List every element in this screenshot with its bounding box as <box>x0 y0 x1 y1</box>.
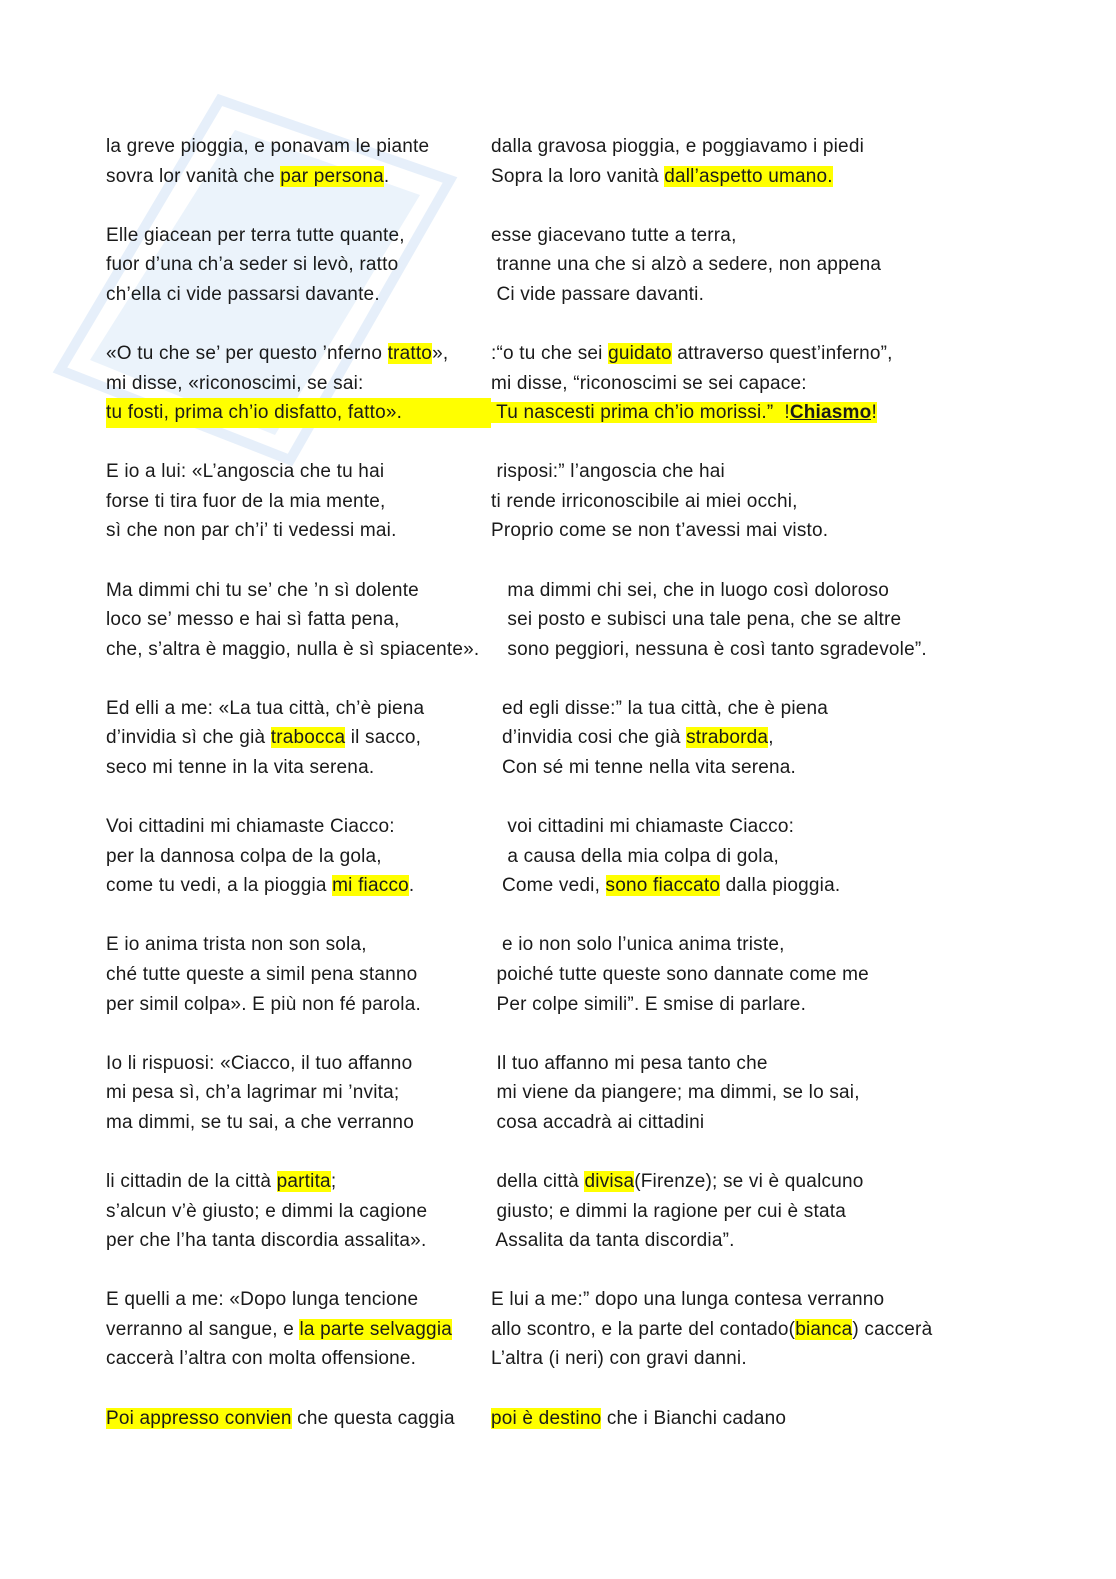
highlighted-text: partita <box>276 1170 331 1192</box>
right-verse-line <box>491 605 1091 635</box>
left-verse-line <box>106 605 476 635</box>
right-stanza <box>491 1285 1091 1374</box>
left-stanza <box>106 132 476 191</box>
verse-text: », <box>432 342 449 364</box>
verse-text: Io li rispuosi: «Ciacco, il tuo affanno <box>106 1052 413 1074</box>
right-stanza <box>491 694 1091 783</box>
verse-text: sovra lor vanità che <box>106 165 281 187</box>
left-verse-line <box>106 753 476 783</box>
highlighted-text: Tu nascesti prima ch’io morissi.” ! <box>491 402 790 424</box>
left-stanza <box>106 1404 476 1434</box>
left-verse-line <box>106 1167 476 1197</box>
right-verse-line <box>491 1226 1091 1256</box>
verse-text: per la dannosa colpa de la gola, <box>106 845 382 867</box>
right-verse-line <box>491 635 1091 665</box>
left-verse-line <box>106 871 476 901</box>
left-stanza <box>106 1285 476 1374</box>
verse-text: Per colpe simili”. E smise di parlare. <box>491 993 807 1015</box>
verse-text: poiché tutte queste sono dannate come me <box>491 963 869 985</box>
left-stanza <box>106 930 476 1019</box>
left-stanza <box>106 339 476 428</box>
right-verse-line <box>491 398 1091 428</box>
right-verse-line <box>491 516 1091 546</box>
verse-text: sono peggiori, nessuna è così tanto sgradevole”. <box>491 638 927 660</box>
left-verse-line <box>106 1285 476 1315</box>
highlighted-text: Poi appresso convien <box>106 1407 292 1429</box>
highlighted-text: tu fosti, prima ch’io disfatto, fatto». <box>106 398 491 428</box>
right-verse-line <box>491 280 1091 310</box>
verse-text: E lui a me:” dopo una lunga contesa verranno <box>491 1289 885 1311</box>
verse-text: . <box>383 165 390 187</box>
right-verse-line <box>491 1197 1091 1227</box>
left-verse-line <box>106 635 480 665</box>
verse-text: Ed elli a me: «La tua città, ch’è piena <box>106 697 425 719</box>
right-verse-line <box>491 1167 1091 1197</box>
verse-text: sì che non par ch’i’ ti vedessi mai. <box>106 520 397 542</box>
left-stanza <box>106 812 476 901</box>
right-stanza <box>491 457 1091 546</box>
verse-text: ti rende irriconoscibile ai miei occhi, <box>491 490 798 512</box>
verse-text: attraverso quest’inferno”, <box>671 342 893 364</box>
right-stanza <box>491 221 1091 310</box>
left-verse-line <box>106 1344 476 1374</box>
right-verse-line <box>491 250 1091 280</box>
verse-text: , <box>768 727 774 749</box>
right-verse-line <box>491 694 1091 724</box>
left-verse-line <box>106 694 476 724</box>
right-stanza <box>491 1404 1091 1434</box>
verse-text: per simil colpa». E più non fé parola. <box>106 993 421 1015</box>
left-verse-line <box>106 723 476 753</box>
left-verse-line <box>106 162 476 192</box>
highlighted-text: mi fiacco <box>332 875 409 897</box>
highlighted-text: par persona <box>280 165 384 187</box>
verse-text: Il tuo affanno mi pesa tanto che <box>491 1052 768 1074</box>
left-verse-line <box>106 250 476 280</box>
left-verse-line <box>106 1404 476 1434</box>
highlighted-text: sono fiaccato <box>605 875 721 897</box>
verse-text: la greve pioggia, e ponavam le piante <box>106 136 430 157</box>
right-verse-line <box>491 487 1091 517</box>
left-stanza <box>106 457 476 546</box>
left-verse-line <box>106 1078 476 1108</box>
verse-text: ; <box>330 1170 337 1192</box>
highlighted-text: la parte selvaggia <box>299 1318 453 1340</box>
left-verse-line <box>106 516 476 546</box>
verse-text: Ci vide passare davanti. <box>491 283 705 305</box>
highlighted-text: bianca <box>795 1318 853 1340</box>
verse-text: dalla pioggia. <box>720 875 841 897</box>
verse-text: esse giacevano tutte a terra, <box>491 224 737 246</box>
right-verse-line <box>491 1049 1091 1079</box>
verse-text: risposi:” l’angoscia che hai <box>491 461 725 483</box>
verse-text: d’invidia sì che già <box>106 727 271 749</box>
verse-text: ché tutte queste a simil pena stanno <box>106 963 418 985</box>
left-verse-line <box>106 930 476 960</box>
verse-text: Sopra la loro vanità <box>491 165 665 187</box>
right-verse-line <box>491 753 1091 783</box>
right-verse-line <box>491 723 1091 753</box>
right-verse-line <box>491 930 1091 960</box>
verse-text: d’invidia cosi che già <box>491 727 687 749</box>
verse-text: mi viene da piangere; ma dimmi, se lo sai, <box>491 1082 860 1104</box>
verse-text: tranne una che si alzò a sedere, non appena <box>491 254 882 276</box>
right-stanza <box>491 132 1091 191</box>
highlighted-text: guidato <box>608 342 672 364</box>
left-verse-line <box>106 280 476 310</box>
left-verse-line <box>106 1197 476 1227</box>
verse-text: fuor d’una ch’a seder si levò, ratto <box>106 254 399 276</box>
right-verse-line <box>491 162 1091 192</box>
verse-text: loco se’ messo e hai sì fatta pena, <box>106 609 400 631</box>
verse-text: che questa caggia <box>291 1407 455 1429</box>
highlighted-text: poi è destino <box>491 1407 602 1429</box>
verse-text: mi disse, “riconoscimi se sei capace: <box>491 372 807 394</box>
verse-text: Elle giacean per terra tutte quante, <box>106 224 405 246</box>
verse-text: :“o tu che sei <box>491 342 609 364</box>
verse-text: come tu vedi, a la pioggia <box>106 875 333 897</box>
highlighted-text: tratto <box>387 342 433 364</box>
right-verse-line <box>491 960 1091 990</box>
left-verse-line <box>106 1108 476 1138</box>
verse-text: E io a lui: «L’angoscia che tu hai <box>106 461 385 483</box>
verse-text: della città <box>491 1170 585 1192</box>
highlighted-text: trabocca <box>270 727 346 749</box>
verse-text: dalla gravosa pioggia, e poggiavamo i piedi <box>491 136 865 157</box>
left-verse-line <box>106 398 476 428</box>
right-verse-line <box>491 221 1091 251</box>
verse-text: seco mi tenne in la vita serena. <box>106 757 375 778</box>
right-stanza <box>491 1049 1091 1138</box>
verse-text: giusto; e dimmi la ragione per cui è stata <box>491 1200 846 1222</box>
verse-text: Con sé mi tenne nella vita serena. <box>491 757 797 778</box>
verse-text: Assalita da tanta discordia”. <box>491 1230 735 1252</box>
right-verse-line <box>491 132 1091 162</box>
right-verse-line <box>491 1285 1091 1315</box>
verse-text: . <box>408 875 415 897</box>
verse-text: cosa accadrà ai cittadini <box>491 1111 705 1133</box>
left-stanza <box>106 1049 476 1138</box>
left-verse-line <box>106 812 476 842</box>
right-verse-line <box>491 1344 1091 1374</box>
right-stanza <box>491 576 1091 665</box>
left-verse-line <box>106 990 476 1020</box>
verse-text: caccerà l’altra con molta offensione. <box>106 1348 417 1370</box>
right-verse-line <box>491 576 1091 606</box>
right-verse-line <box>491 339 1091 369</box>
right-verse-line <box>491 1315 1091 1345</box>
verse-text: sei posto e subisci una tale pena, che se altre <box>491 609 902 631</box>
verse-text: s’alcun v’è giusto; e dimmi la cagione <box>106 1200 428 1222</box>
verse-text: E io anima trista non son sola, <box>106 934 367 956</box>
verse-text: L’altra (i neri) con gravi danni. <box>491 1348 747 1370</box>
right-verse-line <box>491 1078 1091 1108</box>
left-verse-line <box>106 457 476 487</box>
right-stanza <box>491 1167 1091 1256</box>
original-text-column <box>106 132 480 1463</box>
right-verse-line <box>491 457 1091 487</box>
verse-text: Come vedi, <box>491 875 606 897</box>
verse-text: ma dimmi, se tu sai, a che verranno <box>106 1111 414 1133</box>
verse-text: che i Bianchi cadano <box>601 1407 787 1429</box>
verse-text: mi pesa sì, ch’a lagrimar mi ’nvita; <box>106 1082 400 1104</box>
left-stanza <box>106 694 476 783</box>
right-stanza <box>491 339 1091 428</box>
right-verse-line <box>491 1108 1091 1138</box>
right-stanza <box>491 812 1091 901</box>
translation-column <box>491 132 1091 1463</box>
verse-text: Ma dimmi chi tu se’ che ’n sì dolente <box>106 579 419 601</box>
verse-text: ed egli disse:” la tua città, che è piena <box>491 697 829 719</box>
verse-text: «O tu che se’ per questo ’nferno <box>106 342 388 364</box>
right-verse-line <box>491 990 1091 1020</box>
highlighted-text: Chiasmo <box>789 402 872 424</box>
highlighted-text: straborda <box>686 727 769 749</box>
verse-text: li cittadin de la città <box>106 1170 277 1192</box>
verse-text: Voi cittadini mi chiamaste Ciacco: <box>106 816 395 838</box>
left-verse-line <box>106 339 476 369</box>
left-stanza <box>106 1167 476 1256</box>
left-verse-line <box>106 369 476 399</box>
highlighted-text: divisa <box>584 1170 635 1192</box>
left-verse-line <box>106 221 476 251</box>
left-verse-line <box>106 960 476 990</box>
verse-text: che, s’altra è maggio, nulla è sì spiacente». <box>106 638 480 660</box>
verse-text: ) caccerà <box>852 1318 933 1340</box>
right-stanza <box>491 930 1091 1019</box>
highlighted-text: ! <box>871 402 877 424</box>
left-verse-line <box>106 487 476 517</box>
verse-text: ma dimmi chi sei, che in luogo così doloroso <box>491 579 890 601</box>
highlighted-text: dall’aspetto umano. <box>664 165 833 187</box>
verse-text: allo scontro, e la parte del contado( <box>491 1318 796 1340</box>
left-verse-line <box>106 1049 476 1079</box>
verse-text: il sacco, <box>345 727 422 749</box>
left-stanza <box>106 576 480 665</box>
left-verse-line <box>106 576 476 606</box>
right-verse-line <box>491 842 1091 872</box>
left-verse-line <box>106 1226 476 1256</box>
verse-text: forse ti tira fuor de la mia mente, <box>106 490 386 512</box>
verse-text: per che l’ha tanta discordia assalita». <box>106 1230 427 1252</box>
verse-text: (Firenze); se vi è qualcuno <box>634 1170 864 1192</box>
verse-text: a causa della mia colpa di gola, <box>491 845 779 867</box>
verse-text: verranno al sangue, e <box>106 1318 300 1340</box>
left-verse-line <box>106 842 476 872</box>
right-verse-line <box>491 871 1091 901</box>
right-verse-line <box>491 812 1091 842</box>
verse-text: Proprio come se non t’avessi mai visto. <box>491 520 829 542</box>
verse-text: E quelli a me: «Dopo lunga tencione <box>106 1289 419 1311</box>
left-stanza <box>106 221 476 310</box>
right-verse-line <box>491 1404 1091 1434</box>
verse-text: voi cittadini mi chiamaste Ciacco: <box>491 816 795 838</box>
left-verse-line <box>106 132 476 162</box>
right-verse-line <box>491 369 1091 399</box>
verse-text: mi disse, «riconoscimi, se sai: <box>106 372 364 394</box>
verse-text: e io non solo l’unica anima triste, <box>491 934 785 956</box>
left-verse-line <box>106 1315 476 1345</box>
verse-text: ch’ella ci vide passarsi davante. <box>106 283 380 305</box>
